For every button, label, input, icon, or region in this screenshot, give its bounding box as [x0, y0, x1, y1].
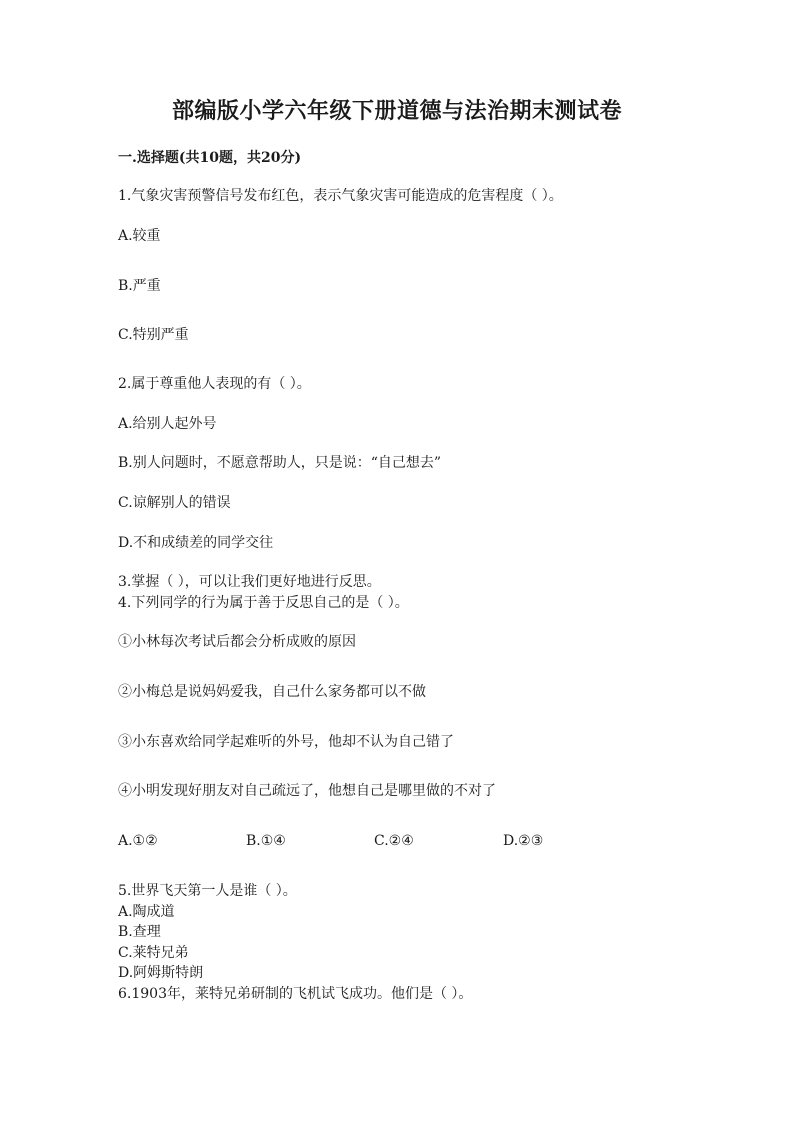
question-4-item-1: ①小林每次考试后都会分析成败的原因: [118, 634, 356, 650]
question-2-option-a: A.给别人起外号: [118, 416, 217, 432]
question-4-stem: 4.下列同学的行为属于善于反思自己的是（ ）。: [118, 595, 409, 611]
question-5-stem: 5.世界飞天第一人是谁（ ）。: [118, 883, 297, 899]
document-title: 部编版小学六年级下册道德与法治期末测试卷: [171, 98, 622, 124]
question-4-item-3: ③小东喜欢给同学起难听的外号，他却不认为自己错了: [118, 734, 454, 750]
question-1-option-b: B.严重: [118, 278, 161, 294]
question-1-stem: 1.气象灾害预警信号发布红色，表示气象灾害可能造成的危害程度（ ）。: [118, 188, 563, 204]
question-2-option-c: C.谅解别人的错误: [118, 495, 231, 511]
question-5-option-a: A.陶成道: [118, 904, 175, 920]
question-6-stem: 6.1903年，莱特兄弟研制的飞机试飞成功。他们是（ ）。: [118, 986, 473, 1002]
question-4-item-4: ④小明发现好朋友对自己疏远了，他想自己是哪里做的不对了: [118, 783, 496, 799]
question-5-option-b: B.查理: [118, 924, 161, 940]
question-4-item-2: ②小梅总是说妈妈爱我，自己什么家务都可以不做: [118, 684, 426, 700]
question-4-option-b: B.①④: [246, 833, 286, 849]
question-5-option-d: D.阿姆斯特朗: [118, 965, 204, 981]
question-2-option-d: D.不和成绩差的同学交往: [118, 535, 274, 551]
question-4-option-a: A.①②: [118, 833, 158, 849]
question-4-option-c: C.②④: [374, 833, 414, 849]
question-5-option-c: C.莱特兄弟: [118, 945, 189, 961]
question-4-option-d: D.②③: [503, 833, 544, 849]
question-1-option-a: A.较重: [118, 228, 161, 244]
question-2-stem: 2.属于尊重他人表现的有（ ）。: [118, 376, 311, 392]
section-heading: 一.选择题(共10题，共20分): [118, 150, 302, 166]
question-1-option-c: C.特别严重: [118, 327, 189, 343]
question-2-option-b: B.别人问题时，不愿意帮助人，只是说：“自己想去”: [118, 455, 442, 471]
question-3-stem: 3.掌握（ ），可以让我们更好地进行反思。: [118, 574, 381, 590]
